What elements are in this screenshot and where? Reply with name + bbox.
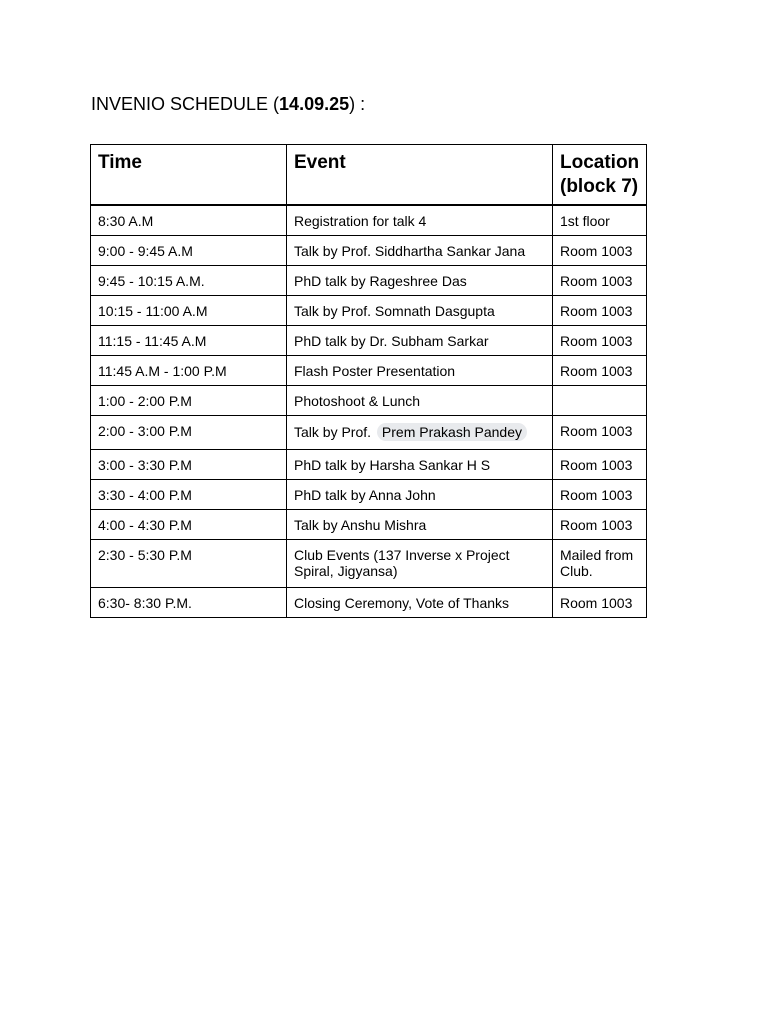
cell-event: PhD talk by Harsha Sankar H S [287,450,553,480]
cell-event: Talk by Prof. Somnath Dasgupta [287,296,553,326]
cell-location [553,386,647,416]
cell-event [287,416,553,450]
cell-location: Room 1003 [553,416,647,450]
cell-location: Room 1003 [553,450,647,480]
cell-time: 2:30 - 5:30 P.M [91,540,287,588]
cell-location: Room 1003 [553,326,647,356]
cell-event: PhD talk by Anna John [287,480,553,510]
schedule-table [90,144,647,618]
cell-time: 1:00 - 2:00 P.M [91,386,287,416]
cell-time: 9:00 - 9:45 A.M [91,236,287,266]
cell-time: 4:00 - 4:30 P.M [91,510,287,540]
cell-time: 9:45 - 10:15 A.M. [91,266,287,296]
table-row [91,450,647,480]
cell-time: 10:15 - 11:00 A.M [91,296,287,326]
cell-time: 2:00 - 3:00 P.M [91,416,287,450]
cell-time: 3:30 - 4:00 P.M [91,480,287,510]
heading-date: 14.09.25 [279,94,350,114]
cell-location: Room 1003 [553,510,647,540]
cell-location: Room 1003 [553,588,647,618]
table-row [91,386,647,416]
table-row [91,236,647,266]
cell-location: Room 1003 [553,266,647,296]
cell-event: Talk by Anshu Mishra [287,510,553,540]
cell-event: Photoshoot & Lunch [287,386,553,416]
cell-time: 11:45 A.M - 1:00 P.M [91,356,287,386]
cell-location: Mailed from Club. [553,540,647,588]
cell-location: 1st floor [553,205,647,236]
cell-event: Closing Ceremony, Vote of Thanks [287,588,553,618]
event-prefix: Talk by Prof. [294,424,372,440]
cell-event: Club Events (137 Inverse x Project Spiral, Jigyansa) [287,540,553,588]
table-row [91,540,647,588]
cell-time: 8:30 A.M [91,205,287,236]
table-row [91,510,647,540]
table-row [91,356,647,386]
cell-event: Registration for talk 4 [287,205,553,236]
heading-prefix: INVENIO SCHEDULE ( [91,94,280,114]
cell-location: Room 1003 [553,296,647,326]
cell-event: PhD talk by Rageshree Das [287,266,553,296]
cell-event: Flash Poster Presentation [287,356,553,386]
cell-location: Room 1003 [553,480,647,510]
document-heading [91,93,365,115]
header-location: Location (block 7) [553,145,647,206]
table-row [91,480,647,510]
heading-suffix: ) : [349,94,366,114]
table-row [91,588,647,618]
table-row [91,416,647,450]
table-row [91,205,647,236]
cell-time: 3:00 - 3:30 P.M [91,450,287,480]
cell-location: Room 1003 [553,356,647,386]
cell-event: Talk by Prof. Siddhartha Sankar Jana [287,236,553,266]
cell-event: PhD talk by Dr. Subham Sarkar [287,326,553,356]
header-event: Event [287,145,553,206]
table-header-row [91,145,647,206]
table-row [91,296,647,326]
cell-location: Room 1003 [553,236,647,266]
cell-time: 6:30- 8:30 P.M. [91,588,287,618]
person-chip[interactable]: Prem Prakash Pandey [377,423,527,441]
table-row [91,266,647,296]
header-time: Time [91,145,287,206]
cell-time: 11:15 - 11:45 A.M [91,326,287,356]
table-row [91,326,647,356]
